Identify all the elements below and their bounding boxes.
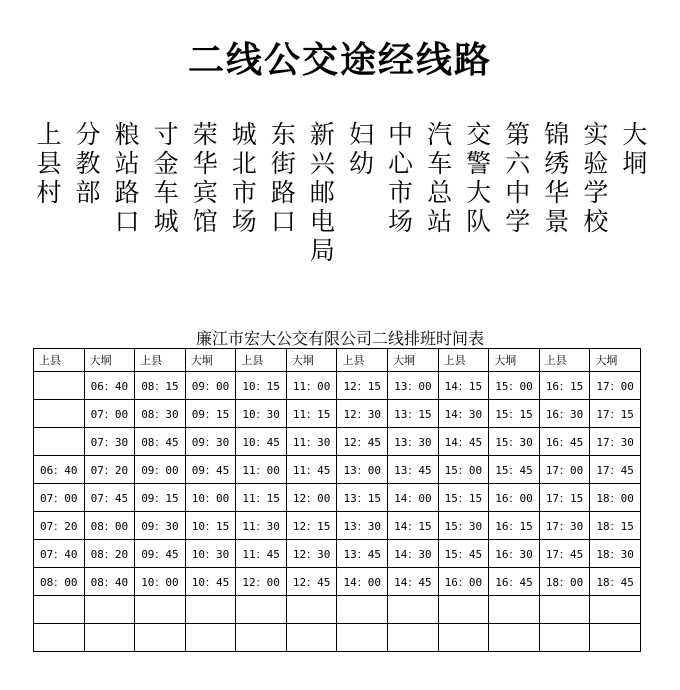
time-cell: 16：45 bbox=[539, 428, 590, 456]
time-cell: 15：15 bbox=[489, 400, 540, 428]
time-cell: 13：15 bbox=[337, 484, 388, 512]
time-cell: 13：15 bbox=[388, 400, 439, 428]
route-stop: 荣 华 宾 馆 bbox=[192, 120, 218, 236]
timetable-header-row bbox=[34, 349, 641, 372]
timetable-title: 廉江市宏大公交有限公司二线排班时间表 bbox=[195, 329, 484, 348]
time-cell: 13：30 bbox=[388, 428, 439, 456]
time-cell: 07：00 bbox=[84, 400, 135, 428]
time-cell: 08：30 bbox=[135, 400, 186, 428]
time-cell bbox=[337, 596, 388, 624]
time-cell: 16：30 bbox=[539, 400, 590, 428]
column-header: 上县 bbox=[539, 349, 590, 372]
column-header: 大垌 bbox=[388, 349, 439, 372]
time-cell: 07：45 bbox=[84, 484, 135, 512]
time-cell: 17：30 bbox=[590, 428, 641, 456]
time-cell bbox=[438, 624, 489, 652]
time-cell: 12：45 bbox=[286, 568, 337, 596]
time-cell: 15：45 bbox=[438, 540, 489, 568]
time-cell: 17：00 bbox=[539, 456, 590, 484]
time-cell bbox=[539, 596, 590, 624]
time-cell: 07：30 bbox=[84, 428, 135, 456]
table-row bbox=[34, 428, 641, 456]
route-stop: 交 警 大 队 bbox=[466, 120, 492, 236]
time-cell: 14：15 bbox=[388, 512, 439, 540]
time-cell: 17：45 bbox=[539, 540, 590, 568]
time-cell bbox=[590, 596, 641, 624]
time-cell: 11：15 bbox=[286, 400, 337, 428]
time-cell: 11：15 bbox=[236, 484, 287, 512]
time-cell: 08：20 bbox=[84, 540, 135, 568]
route-stops bbox=[32, 120, 652, 265]
time-cell: 14：00 bbox=[388, 484, 439, 512]
time-cell: 08：45 bbox=[135, 428, 186, 456]
time-cell: 11：45 bbox=[286, 456, 337, 484]
time-cell: 17：15 bbox=[590, 400, 641, 428]
time-cell: 13：00 bbox=[337, 456, 388, 484]
time-cell: 14：00 bbox=[337, 568, 388, 596]
time-cell: 09：15 bbox=[185, 400, 236, 428]
column-header: 大垌 bbox=[84, 349, 135, 372]
time-cell: 13：30 bbox=[337, 512, 388, 540]
time-cell bbox=[34, 624, 85, 652]
time-cell bbox=[539, 624, 590, 652]
time-cell: 18：15 bbox=[590, 512, 641, 540]
route-stop: 新 兴 邮 电 局 bbox=[309, 120, 335, 265]
time-cell: 09：45 bbox=[185, 456, 236, 484]
route-stop: 粮 站 路 口 bbox=[114, 120, 140, 236]
time-cell: 17：30 bbox=[539, 512, 590, 540]
time-cell: 15：30 bbox=[438, 512, 489, 540]
time-cell: 15：00 bbox=[438, 456, 489, 484]
table-row bbox=[34, 512, 641, 540]
time-cell bbox=[185, 624, 236, 652]
time-cell: 14：45 bbox=[388, 568, 439, 596]
time-cell: 10：45 bbox=[236, 428, 287, 456]
time-cell: 17：45 bbox=[590, 456, 641, 484]
time-cell: 13：45 bbox=[388, 456, 439, 484]
time-cell: 15：00 bbox=[489, 372, 540, 400]
time-cell bbox=[84, 624, 135, 652]
time-cell bbox=[236, 624, 287, 652]
time-cell: 07：00 bbox=[34, 484, 85, 512]
time-cell: 09：45 bbox=[135, 540, 186, 568]
time-cell: 09：15 bbox=[135, 484, 186, 512]
time-cell: 09：30 bbox=[185, 428, 236, 456]
page-title: 二线公交途经线路 bbox=[187, 40, 492, 81]
time-cell: 09：30 bbox=[135, 512, 186, 540]
table-row bbox=[34, 400, 641, 428]
time-cell: 06：40 bbox=[84, 372, 135, 400]
time-cell: 11：00 bbox=[286, 372, 337, 400]
time-cell: 13：00 bbox=[388, 372, 439, 400]
time-cell bbox=[388, 624, 439, 652]
column-header: 上县 bbox=[34, 349, 85, 372]
time-cell bbox=[286, 624, 337, 652]
route-stop: 妇 幼 bbox=[348, 120, 374, 178]
time-cell bbox=[236, 596, 287, 624]
time-cell bbox=[489, 624, 540, 652]
time-cell: 11：45 bbox=[236, 540, 287, 568]
time-cell bbox=[34, 400, 85, 428]
table-row bbox=[34, 456, 641, 484]
time-cell: 08：00 bbox=[34, 568, 85, 596]
time-cell: 11：30 bbox=[236, 512, 287, 540]
time-cell: 17：00 bbox=[590, 372, 641, 400]
time-cell: 18：45 bbox=[590, 568, 641, 596]
timetable bbox=[33, 348, 641, 652]
time-cell: 08：15 bbox=[135, 372, 186, 400]
table-row bbox=[34, 568, 641, 596]
route-stop: 上 县 村 bbox=[36, 120, 62, 207]
time-cell: 07：40 bbox=[34, 540, 85, 568]
time-cell: 13：45 bbox=[337, 540, 388, 568]
time-cell bbox=[590, 624, 641, 652]
time-cell: 08：40 bbox=[84, 568, 135, 596]
time-cell: 10：15 bbox=[185, 512, 236, 540]
time-cell: 12：00 bbox=[286, 484, 337, 512]
time-cell bbox=[489, 596, 540, 624]
column-header: 大垌 bbox=[590, 349, 641, 372]
time-cell: 09：00 bbox=[185, 372, 236, 400]
time-cell bbox=[135, 596, 186, 624]
table-row bbox=[34, 624, 641, 652]
route-stop: 城 北 市 场 bbox=[231, 120, 257, 236]
time-cell: 06：40 bbox=[34, 456, 85, 484]
time-cell bbox=[34, 596, 85, 624]
time-cell: 18：30 bbox=[590, 540, 641, 568]
time-cell bbox=[34, 372, 85, 400]
column-header: 大垌 bbox=[489, 349, 540, 372]
route-stop: 寸 金 车 城 bbox=[153, 120, 179, 236]
time-cell: 10：30 bbox=[185, 540, 236, 568]
route-stop: 实 验 学 校 bbox=[583, 120, 609, 236]
time-cell: 15：15 bbox=[438, 484, 489, 512]
time-cell: 07：20 bbox=[34, 512, 85, 540]
time-cell: 11：00 bbox=[236, 456, 287, 484]
time-cell bbox=[34, 428, 85, 456]
time-cell: 08：00 bbox=[84, 512, 135, 540]
route-stop: 第 六 中 学 bbox=[505, 120, 531, 236]
route-stop: 东 街 路 口 bbox=[270, 120, 296, 236]
time-cell: 14：15 bbox=[438, 372, 489, 400]
column-header: 大垌 bbox=[185, 349, 236, 372]
time-cell: 10：45 bbox=[185, 568, 236, 596]
route-stop: 大 垌 bbox=[622, 120, 648, 178]
time-cell bbox=[185, 596, 236, 624]
route-stop: 中 心 市 场 bbox=[388, 120, 414, 236]
time-cell: 12：30 bbox=[337, 400, 388, 428]
table-row bbox=[34, 540, 641, 568]
column-header: 上县 bbox=[135, 349, 186, 372]
time-cell: 16：45 bbox=[489, 568, 540, 596]
time-cell: 09：00 bbox=[135, 456, 186, 484]
time-cell bbox=[388, 596, 439, 624]
table-row bbox=[34, 372, 641, 400]
table-row bbox=[34, 484, 641, 512]
time-cell: 18：00 bbox=[539, 568, 590, 596]
route-stop: 汽 车 总 站 bbox=[427, 120, 453, 236]
time-cell bbox=[337, 624, 388, 652]
time-cell: 12：45 bbox=[337, 428, 388, 456]
time-cell: 10：30 bbox=[236, 400, 287, 428]
time-cell: 15：30 bbox=[489, 428, 540, 456]
time-cell: 16：15 bbox=[539, 372, 590, 400]
column-header: 上县 bbox=[236, 349, 287, 372]
time-cell: 10：00 bbox=[185, 484, 236, 512]
time-cell: 16：15 bbox=[489, 512, 540, 540]
time-cell: 14：30 bbox=[388, 540, 439, 568]
time-cell bbox=[438, 596, 489, 624]
time-cell: 12：00 bbox=[236, 568, 287, 596]
column-header: 上县 bbox=[438, 349, 489, 372]
time-cell: 16：00 bbox=[438, 568, 489, 596]
column-header: 大垌 bbox=[286, 349, 337, 372]
route-stop: 分 教 部 bbox=[75, 120, 101, 207]
time-cell: 10：00 bbox=[135, 568, 186, 596]
route-stop: 锦 绣 华 景 bbox=[544, 120, 570, 236]
time-cell: 12：15 bbox=[286, 512, 337, 540]
time-cell: 12：15 bbox=[337, 372, 388, 400]
time-cell: 17：15 bbox=[539, 484, 590, 512]
time-cell: 16：30 bbox=[489, 540, 540, 568]
column-header: 上县 bbox=[337, 349, 388, 372]
time-cell: 15：45 bbox=[489, 456, 540, 484]
time-cell: 14：45 bbox=[438, 428, 489, 456]
time-cell bbox=[84, 596, 135, 624]
time-cell bbox=[286, 596, 337, 624]
time-cell: 11：30 bbox=[286, 428, 337, 456]
time-cell: 10：15 bbox=[236, 372, 287, 400]
time-cell: 12：30 bbox=[286, 540, 337, 568]
time-cell: 07：20 bbox=[84, 456, 135, 484]
time-cell: 14：30 bbox=[438, 400, 489, 428]
time-cell bbox=[135, 624, 186, 652]
time-cell: 16：00 bbox=[489, 484, 540, 512]
table-row bbox=[34, 596, 641, 624]
time-cell: 18：00 bbox=[590, 484, 641, 512]
timetable-body bbox=[34, 372, 641, 652]
